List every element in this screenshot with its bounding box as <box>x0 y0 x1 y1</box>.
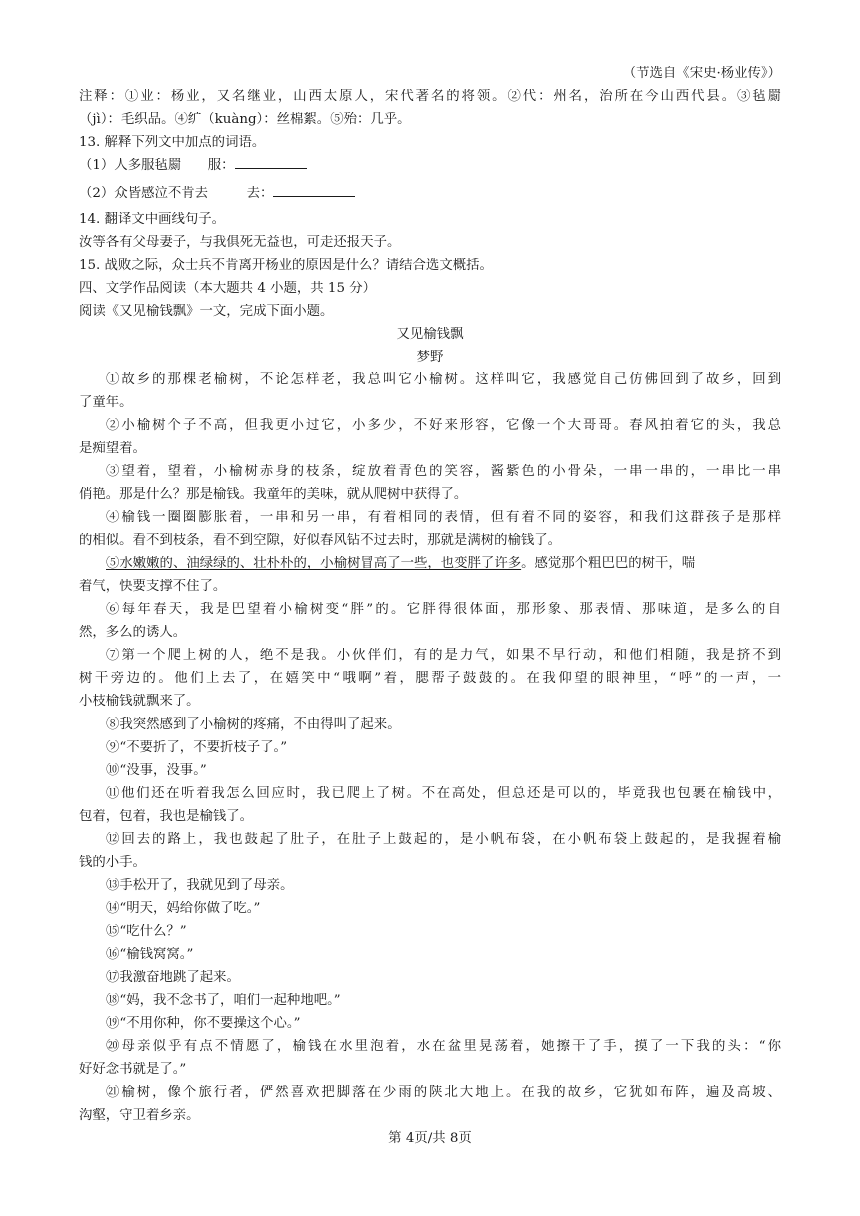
paragraph-line: ㉑榆树，像个旅行者，俨然喜欢把脚落在少雨的陕北大地上。在我的故乡，它犹如布阵，遍及高坡、 <box>106 1085 781 1100</box>
paragraph-line: ④榆钱一圈圈膨胀着，一串和另一串，有着相同的表情，但有着不同的姿容，和我们这群孩子是那样 <box>106 510 781 525</box>
notes-line: 注释：①业：杨业，又名继业，山西太原人，宋代著名的将领。②代：州名，治所在今山西代县。③毡罽 <box>79 89 781 104</box>
question-14-title: 14. 翻译文中画线句子。 <box>79 212 226 227</box>
answer-blank[interactable] <box>273 186 355 197</box>
paragraph-line: ⑧我突然感到了小榆树的疼痛，不由得叫了起来。 <box>106 717 401 732</box>
paragraph-line: ⑱“妈，我不念书了，咱们一起种地吧。” <box>106 993 341 1008</box>
question-13-item-2 <box>79 186 781 202</box>
paragraph-line: ⑯“榆钱窝窝。” <box>106 947 194 962</box>
paragraph-line: ⑭“明天，妈给你做了吃。” <box>106 901 261 916</box>
paragraph-line: ⑲“不用你种，你不要操这个心。” <box>106 1016 301 1031</box>
source-note: （节选自《宋史·杨业传》） <box>622 66 781 81</box>
paragraph-line: ⑦第一个爬上树的人，绝不是我。小伙伴们，有的是力气，如果不早行动，和他们相随，我是挤不到 <box>106 648 781 663</box>
paragraph-line: ⑳母亲似乎有点不情愿了，榆钱在水里泡着，水在盆里晃荡着，她擦干了手，摸了一下我的头：“你 <box>106 1039 781 1054</box>
question-13-title: 13. 解释下列文中加点的词语。 <box>79 135 266 150</box>
paragraph-line: ⑫回去的路上，我也鼓起了肚子，在肚子上鼓起的，是小帆布袋，在小帆布袋上鼓起的，是我握着榆 <box>106 832 781 847</box>
item-text: 毡罽 <box>154 158 182 173</box>
paragraph-line: ⑥每年春天，我是巴望着小榆树变“胖”的。它胖得很体面，那形象、那表情、那味道，是多么的自 <box>106 602 781 617</box>
paragraph-line: 的相似。看不到枝条，看不到空隙，好似春风钻不过去时，那就是满树的榆钱了。 <box>79 533 562 548</box>
question-14-sentence: 汝等各有父母妻子，与我俱死无益也，可走还报天子。 <box>79 235 401 250</box>
paragraph-line: ⑨“不要折了，不要折枝子了。” <box>106 740 288 755</box>
paragraph-line: 好好念书就是了。” <box>79 1062 187 1077</box>
item-text: （1）人多 <box>79 158 142 173</box>
paragraph-line: 了童年。 <box>79 395 133 410</box>
paragraph-line: ⑬手松开了，我就见到了母亲。 <box>106 878 294 893</box>
passage-title: 又见榆钱飘 <box>396 327 464 342</box>
answer-blank[interactable] <box>235 158 307 169</box>
paragraph-line: 着气，快要支撑不住了。 <box>79 579 227 594</box>
paragraph-line: ⑪他们还在听着我怎么回应时，我已爬上了树。不在高处，但总还是可以的，毕竟我也包裹在榆钱中， <box>106 786 781 801</box>
paragraph-line: ①故乡的那棵老榆树，不论怎样老，我总叫它小榆树。这样叫它，我感觉自己仿佛回到了故乡，回到 <box>106 372 781 387</box>
question-15: 15. 战败之际，众士兵不肯离开杨业的原因是什么？请结合选文概括。 <box>79 258 493 273</box>
paragraph-line: 树干旁边的。他们上去了，在嬉笑中“哦啊”着，腮帮子鼓鼓的。在我仰望的眼神里，“呼”的一声，一 <box>79 671 781 686</box>
question-13-item-1 <box>79 158 781 174</box>
paragraph-line: ③望着，望着，小榆树赤身的枝条，绽放着青色的笑容，酱紫色的小骨朵，一串一串的，一串比一串 <box>106 464 781 479</box>
answer-label: 去： <box>246 186 274 201</box>
sentence-rest: 。感觉那个粗巴巴的树干，喘 <box>521 556 696 571</box>
answer-label: 服： <box>207 158 235 173</box>
section-heading: 四、文学作品阅读（本大题共 4 小题，共 15 分） <box>79 281 377 296</box>
underlined-sentence: ⑤水嫩嫩的、油绿绿的、壮朴朴的，小榆树冒高了一些，也变胖了许多 <box>106 556 522 571</box>
notes-line: （jì）：毛织品。④纩（kuàng）：丝棉絮。⑤殆：几乎。 <box>79 112 411 127</box>
paragraph-line: 沟壑，守卫着乡亲。 <box>79 1108 200 1123</box>
paragraph-line: 俏艳。那是什么？那是榆钱。我童年的美味，就从爬树中获得了。 <box>79 487 468 502</box>
paragraph-line <box>79 556 781 572</box>
paragraph-line: 钱的小手。 <box>79 855 146 870</box>
paragraph-line: ⑮“吃什么？” <box>106 924 187 939</box>
paragraph-line: 包着，包着，我也是榆钱了。 <box>79 809 254 824</box>
paragraph-line: ⑩“没事，没事。” <box>106 763 207 778</box>
passage-author: 梦野 <box>416 350 444 365</box>
page-footer: 第 4页/共 8页 <box>388 1131 472 1146</box>
paragraph-line: 然，多么的诱人。 <box>79 625 187 640</box>
dotted-word: 服 <box>141 158 155 173</box>
section-instruction: 阅读《又见榆钱飘》一文，完成下面小题。 <box>79 304 334 319</box>
paragraph-line: 是痴望着。 <box>79 441 146 456</box>
paragraph-line: 小枝榆钱就飘来了。 <box>79 694 200 709</box>
paragraph-line: ②小榆树个子不高，但我更小过它，小多少，不好来形容，它像一个大哥哥。春风拍着它的头，我总 <box>106 418 781 433</box>
item-text: （2）众皆感泣不肯 <box>79 186 195 201</box>
paragraph-line: ⑰我激奋地跳了起来。 <box>106 970 240 985</box>
dotted-word: 去 <box>194 186 209 201</box>
